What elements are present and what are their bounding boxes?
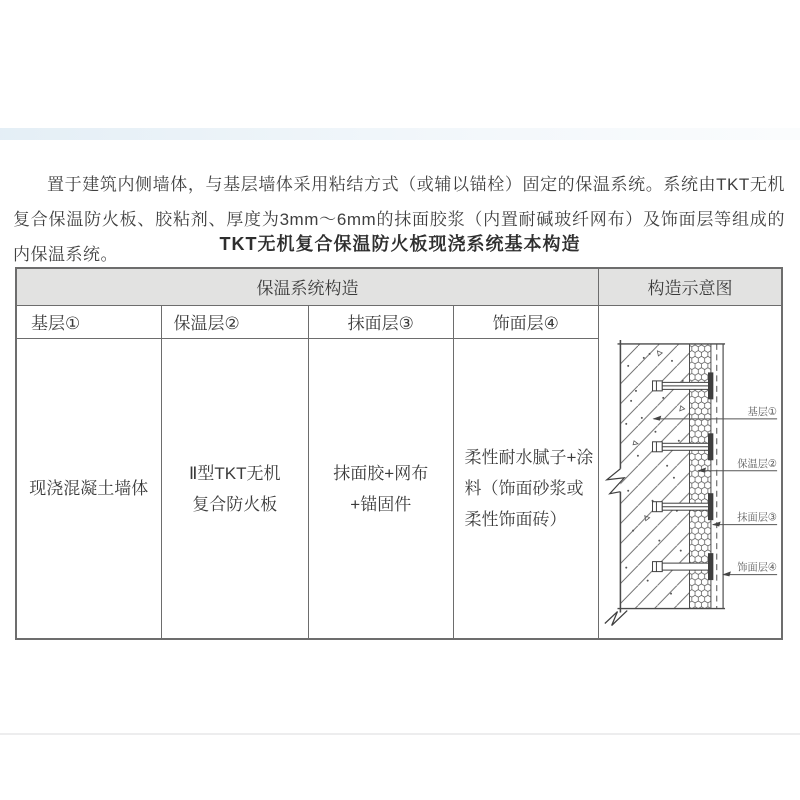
cell-text: 抹面胶+网布 (333, 463, 429, 483)
plaster-finish-layers (717, 343, 723, 608)
cell-text: Ⅱ型TKT无机 (189, 463, 281, 483)
diagram-label-finish: 饰面层④ (737, 562, 778, 574)
cell-text: 复合防火板 (192, 494, 278, 514)
construction-table (15, 267, 783, 640)
body-cell-plaster-layer (309, 339, 454, 638)
leader-plaster-layer (712, 510, 777, 526)
cell-text: 料（饰面砂浆或 (464, 479, 584, 498)
cell-text: 柔性耐水腻子+涂 (464, 448, 594, 467)
column-header-insulation-layer: 保温层② (162, 306, 310, 340)
header-schematic: 构造示意图 (599, 269, 781, 306)
intro-paragraph: 置于建筑内侧墙体，与基层墙体采用粘结方式（或辅以锚栓）固定的保温系统。系统由TKT无机复合保温防火板、胶粘剂、厚度为3mm～6mm的抹面胶浆（内置耐碱玻纤网布）及饰面层等组成的内保温系统。 (13, 175, 785, 264)
cell-text: +锚固件 (350, 494, 412, 514)
leader-finish-layer (722, 560, 777, 576)
body-cell-base-layer (17, 339, 162, 638)
diagram-label-plaster: 抹面层③ (737, 512, 778, 524)
schematic-cell (599, 306, 781, 639)
table-title: TKT无机复合保温防火板现浇系统基本构造 (219, 234, 581, 254)
column-header-base-layer: 基层① (17, 306, 162, 340)
body-cell-insulation-layer (162, 339, 310, 638)
diagram-label-insulation: 保温层② (737, 458, 778, 470)
cell-text: 柔性饰面砖） (464, 510, 567, 529)
body-cell-finish-layer (454, 339, 600, 638)
cell-text: 现浇混凝土墙体 (29, 479, 149, 498)
bottom-break-mark (605, 610, 627, 625)
top-fade-band (0, 128, 800, 140)
column-header-finish-layer: 饰面层④ (454, 306, 600, 340)
column-header-plaster-layer: 抹面层③ (309, 306, 454, 340)
header-insulation-system: 保温系统构造 (17, 269, 599, 306)
diagram-label-base: 基层① (747, 406, 778, 418)
bottom-fade-line (0, 733, 800, 735)
construction-diagram (599, 306, 781, 639)
